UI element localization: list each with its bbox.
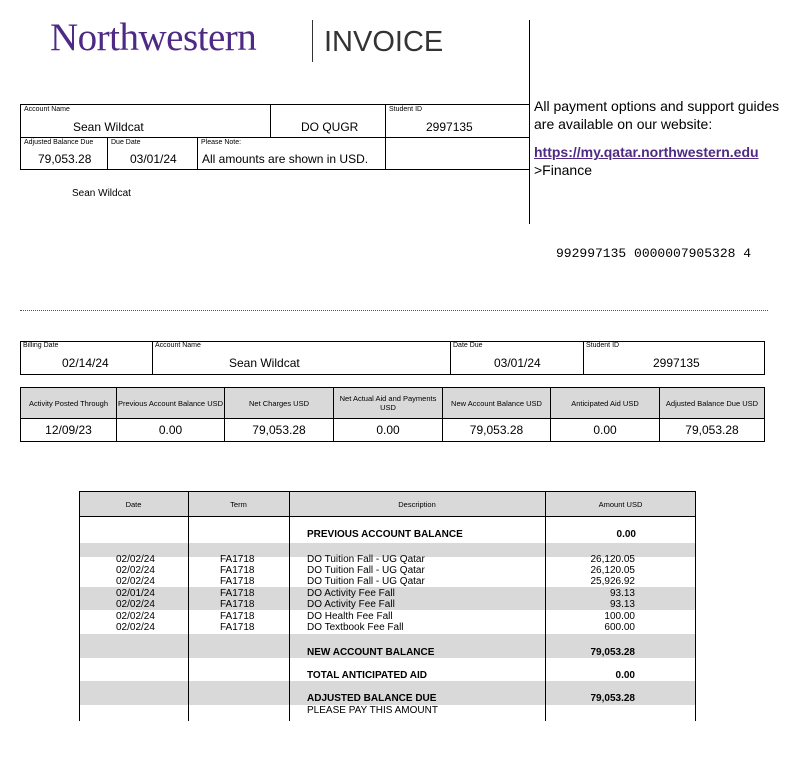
northwestern-logo: Northwestern <box>50 16 257 59</box>
adjusted-due-value: 79,053.28 <box>590 693 635 704</box>
due-date-value: 03/01/24 <box>130 152 177 166</box>
row-term: FA1718 <box>220 554 255 565</box>
previous-balance-value: 0.00 <box>616 529 636 540</box>
col-line <box>188 491 189 721</box>
remit-student-cell <box>583 341 765 375</box>
row-amount: 600.00 <box>604 622 635 633</box>
summary-value-row <box>21 419 764 441</box>
row-term: FA1718 <box>220 576 255 587</box>
mailing-name: Sean Wildcat <box>72 188 131 199</box>
payment-info-text: All payment options and support guides are available on our website: <box>534 98 780 132</box>
date-due-label: Date Due <box>453 342 483 349</box>
adjusted-balance-box <box>20 137 108 170</box>
summary-value: 0.00 <box>551 419 660 441</box>
logo-divider <box>312 20 313 62</box>
remit-student-label: Student ID <box>586 342 620 349</box>
account-name-box <box>20 104 271 138</box>
row-amount: 25,926.92 <box>590 576 635 587</box>
row-amount: 93.13 <box>609 588 635 599</box>
row-description: DO Tuition Fall - UG Qatar <box>307 576 425 587</box>
adjusted-balance-value: 79,053.28 <box>38 152 92 166</box>
row-amount: 100.00 <box>604 611 635 622</box>
summary-header: Adjusted Balance Due USD <box>660 388 764 418</box>
summary-header: Previous Account Balance USD <box>117 388 225 418</box>
row-date: 02/02/24 <box>116 565 155 576</box>
remit-account-label: Account Name <box>155 342 201 349</box>
row-date: 02/02/24 <box>116 576 155 587</box>
row-date: 02/01/24 <box>116 588 155 599</box>
adjusted-due-label: ADJUSTED BALANCE DUE <box>307 693 437 704</box>
row-date: 02/02/24 <box>116 554 155 565</box>
note-label: Please Note: <box>201 139 242 146</box>
row-description: DO Health Fee Fall <box>307 611 393 622</box>
student-id-label: Student ID <box>389 106 423 113</box>
billing-date-value: 02/14/24 <box>62 356 109 370</box>
detail-header-description: Description <box>398 500 436 509</box>
summary-header: Anticipated Aid USD <box>551 388 660 418</box>
summary-header: Net Charges USD <box>225 388 334 418</box>
detail-table <box>79 491 696 721</box>
date-due-value: 03/01/24 <box>494 356 541 370</box>
summary-table <box>20 387 765 442</box>
previous-balance-label: PREVIOUS ACCOUNT BALANCE <box>307 529 463 540</box>
campus-value: DO QUGR <box>301 120 359 134</box>
summary-value: 12/09/23 <box>21 419 117 441</box>
row-description: DO Activity Fee Fall <box>307 599 395 610</box>
pay-note: PLEASE PAY THIS AMOUNT <box>307 705 438 716</box>
detail-header-date: Date <box>125 500 142 509</box>
account-name-label: Account Name <box>24 106 70 113</box>
summary-value: 79,053.28 <box>685 423 739 437</box>
summary-header: New Account Balance USD <box>443 388 551 418</box>
row-amount: 26,120.05 <box>590 565 635 576</box>
row-date: 02/02/24 <box>116 622 155 633</box>
summary-header: Net Actual Aid and Payments USD <box>334 388 443 418</box>
due-date-box <box>107 137 198 170</box>
scan-line: 992997135 0000007905328 4 <box>556 246 752 261</box>
summary-value: 79,053.28 <box>225 419 334 441</box>
account-name-value: Sean Wildcat <box>73 120 144 134</box>
payment-website-link[interactable]: https://my.qatar.northwestern.edu <box>534 144 759 160</box>
finance-path: >Finance <box>534 162 592 178</box>
row-term: FA1718 <box>220 611 255 622</box>
billing-date-label: Billing Date <box>23 342 59 349</box>
new-balance-value: 79,053.28 <box>590 647 635 658</box>
row-description: DO Tuition Fall - UG Qatar <box>307 565 425 576</box>
summary-header-row <box>21 388 764 419</box>
row-date: 02/02/24 <box>116 611 155 622</box>
due-date-label: Due Date <box>111 139 141 146</box>
col-line <box>79 491 80 721</box>
row-term: FA1718 <box>220 622 255 633</box>
col-line <box>289 491 290 721</box>
summary-value: 0.00 <box>334 419 443 441</box>
note-text: All amounts are shown in USD. <box>202 152 369 166</box>
adjusted-balance-label: Adjusted Balance Due <box>24 139 94 146</box>
anticipated-aid-value: 0.00 <box>615 670 635 681</box>
remit-student-value: 2997135 <box>653 356 700 370</box>
detail-header-amount: Amount USD <box>598 500 643 509</box>
summary-header: Activity Posted Through <box>21 388 117 418</box>
row-amount: 93.13 <box>609 599 635 610</box>
remit-account-cell <box>152 341 451 375</box>
empty-box <box>385 137 530 170</box>
doc-type-title: INVOICE <box>324 26 444 58</box>
row-amount: 26,120.05 <box>590 554 635 565</box>
billing-date-cell <box>20 341 153 375</box>
detail-header-term: Term <box>230 500 247 509</box>
note-box <box>197 137 386 170</box>
student-id-value: 2997135 <box>426 120 473 134</box>
date-due-cell <box>450 341 584 375</box>
campus-box <box>270 104 386 138</box>
row-term: FA1718 <box>220 588 255 599</box>
summary-value: 79,053.28 <box>443 419 551 441</box>
anticipated-aid-label: TOTAL ANTICIPATED AID <box>307 670 427 681</box>
remit-account-value: Sean Wildcat <box>229 356 300 370</box>
student-id-box <box>385 104 530 138</box>
new-balance-label: NEW ACCOUNT BALANCE <box>307 647 435 658</box>
row-description: DO Tuition Fall - UG Qatar <box>307 554 425 565</box>
summary-value: 0.00 <box>117 419 225 441</box>
row-date: 02/02/24 <box>116 599 155 610</box>
row-description: DO Activity Fee Fall <box>307 588 395 599</box>
col-line <box>695 491 696 721</box>
row-description: DO Textbook Fee Fall <box>307 622 404 633</box>
row-term: FA1718 <box>220 599 255 610</box>
tear-line <box>20 310 768 311</box>
row-term: FA1718 <box>220 565 255 576</box>
